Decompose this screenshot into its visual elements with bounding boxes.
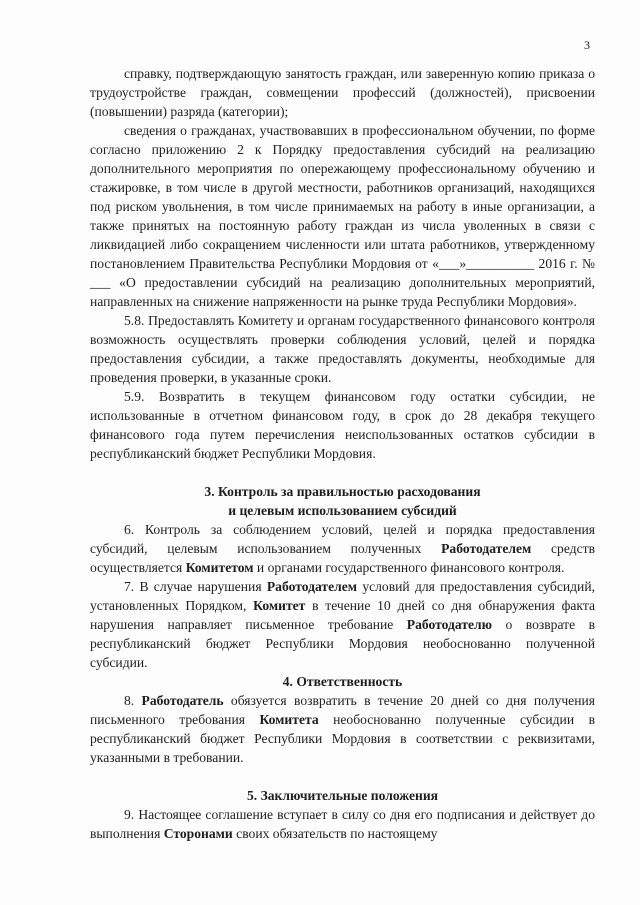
paragraph-training-info: сведения о гражданах, участвовавших в профессиональном обучении, по форме согласно приложению 2 к Порядку предоставления субсидий на реализацию дополнительного мероприятия по опережающему профессиональному обучению и стажировке, в том числе в другой местности, работников организаций, находящихся под риском увольнения, в том числе принимаемых на работу в иные организации, а также принятых на постоянную работу граждан из числа уволенных в связи с ликвидацией либо сокращением численности или штата работников, утвержденному постановлением Правительства Республики Мордовия от «___»__________ 2016 г. № ___ «О предоставлении субсидий на реализацию дополнительных мероприятий, направленных на снижение напряженности на рынке труда Республики Мордовия». — [90, 123, 595, 309]
paragraph-5-9: 5.9. Возвратить в текущем финансовом году остатки субсидии, не использованные в отчетном финансовом году, в срок до 28 декабря текущего финансового года путем перечисления неиспользованных остатков субсидии в республиканский бюджет Республики Мордовия. — [90, 389, 595, 461]
paragraph-certificate: справку, подтверждающую занятость граждан, или заверенную копию приказа о трудоустройстве граждан, совмещении профессий (должностей), присвоении (повышении) разряда (категории); — [90, 66, 595, 119]
document-body — [90, 64, 595, 843]
section-3-heading-line1: 3. Контроль за правильностью расходования — [204, 484, 481, 499]
section-3-heading-line2: и целевым использованием субсидий — [228, 503, 457, 518]
section-4-heading: 4. Ответственность — [282, 674, 403, 689]
section-3-heading — [90, 482, 595, 520]
paragraph-9: 9. Настоящее соглашение вступает в силу со дня его подписания и действует до выполнения Сторонами своих обязательств по настоящему — [90, 807, 595, 841]
paragraph-8: 8. Работодатель обязуется возвратить в течение 20 дней со дня получения письменного требования Комитета необоснованно полученные субсидии в республиканский бюджет Республики Мордовия в соответствии с реквизитами, указанными в требовании. — [90, 693, 595, 765]
section-5-heading: 5. Заключительные положения — [246, 788, 439, 803]
paragraph-7: 7. В случае нарушения Работодателем условий для предоставления субсидий, установленных Порядком, Комитет в течение 10 дней со дня обнаружения факта нарушения направляет письменное требование Работодателю о возврате в республиканский бюджет Республики Мордовия необоснованно полученной субсидии. — [90, 579, 596, 670]
paragraph-6: 6. Контроль за соблюдением условий, целей и порядка предоставления субсидий, целевым использованием полученных Работодателем средств осуществляется Комитетом и органами государственного финансового контроля. — [90, 522, 595, 575]
paragraph-5-8: 5.8. Предоставлять Комитету и органам государственного финансового контроля возможность осуществлять проверки соблюдения условий, целей и порядка предоставления субсидии, а также предоставлять документы, необходимые для проведения проверки, в указанные сроки. — [90, 313, 595, 385]
page-number: 3 — [584, 38, 590, 52]
